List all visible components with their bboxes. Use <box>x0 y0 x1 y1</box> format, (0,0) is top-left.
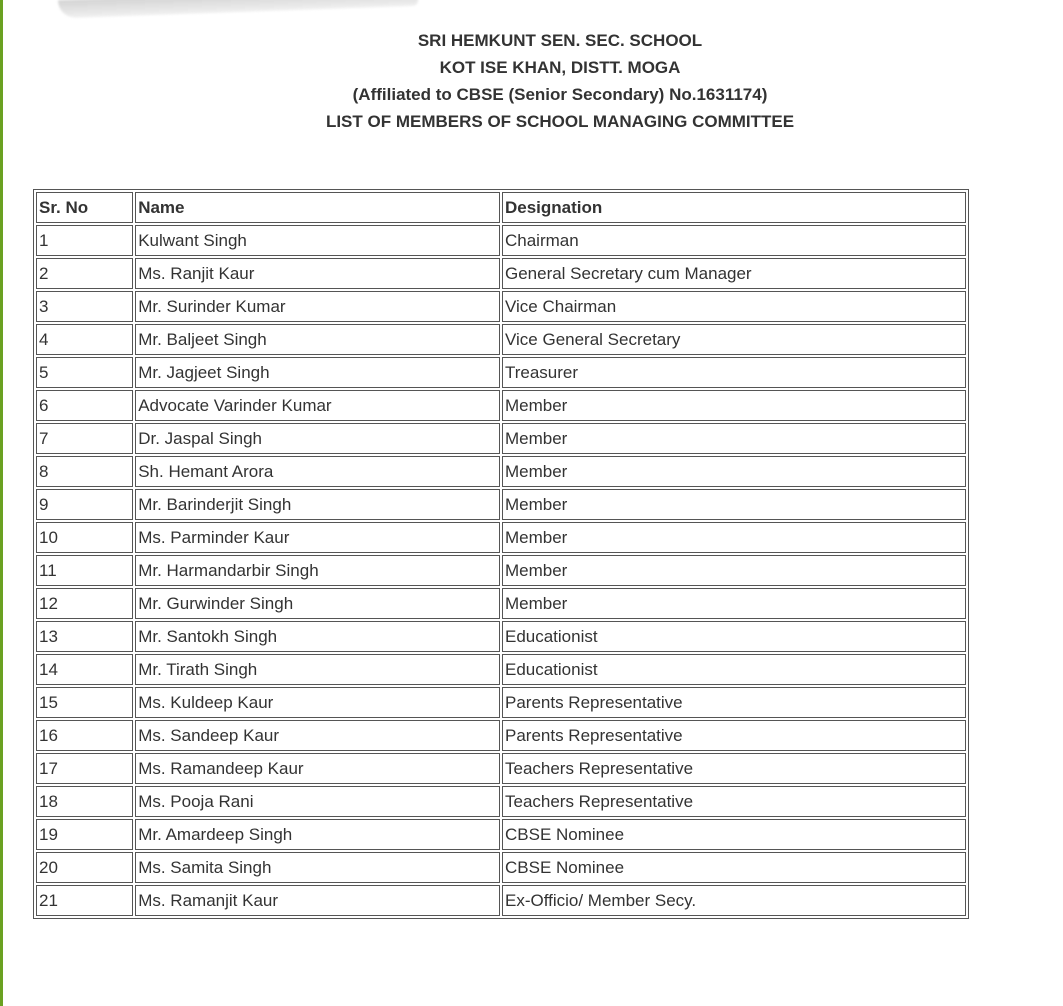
table-row <box>36 654 966 685</box>
committee-table <box>33 189 969 919</box>
cell-sr-no: 18 <box>36 786 133 817</box>
cell-designation: Member <box>502 522 966 553</box>
table-row <box>36 852 966 883</box>
table-row <box>36 522 966 553</box>
table-row <box>36 687 966 718</box>
cell-sr-no: 2 <box>36 258 133 289</box>
table-row <box>36 588 966 619</box>
cell-designation: Member <box>502 390 966 421</box>
document-header <box>0 27 1063 135</box>
column-header-name: Name <box>135 192 500 223</box>
cell-designation: General Secretary cum Manager <box>502 258 966 289</box>
cell-name: Mr. Tirath Singh <box>135 654 500 685</box>
cell-name: Ms. Samita Singh <box>135 852 500 883</box>
cell-designation: Vice General Secretary <box>502 324 966 355</box>
cell-name: Mr. Harmandarbir Singh <box>135 555 500 586</box>
cell-designation: Parents Representative <box>502 687 966 718</box>
column-header-sr-no: Sr. No <box>36 192 133 223</box>
table-row <box>36 357 966 388</box>
table-row <box>36 885 966 916</box>
cell-designation: Teachers Representative <box>502 786 966 817</box>
school-affiliation: (Affiliated to CBSE (Senior Secondary) No.1631174) <box>352 85 768 104</box>
page-top-shadow <box>58 0 418 18</box>
cell-designation: Teachers Representative <box>502 753 966 784</box>
table-row <box>36 555 966 586</box>
table-row <box>36 456 966 487</box>
cell-designation: Vice Chairman <box>502 291 966 322</box>
table-row <box>36 753 966 784</box>
cell-sr-no: 17 <box>36 753 133 784</box>
cell-sr-no: 9 <box>36 489 133 520</box>
cell-name: Ms. Ramandeep Kaur <box>135 753 500 784</box>
cell-sr-no: 20 <box>36 852 133 883</box>
cell-sr-no: 11 <box>36 555 133 586</box>
cell-name: Ms. Pooja Rani <box>135 786 500 817</box>
cell-name: Ms. Parminder Kaur <box>135 522 500 553</box>
cell-sr-no: 3 <box>36 291 133 322</box>
table-row <box>36 786 966 817</box>
committee-table-body <box>36 192 966 916</box>
cell-designation: Treasurer <box>502 357 966 388</box>
cell-designation: Chairman <box>502 225 966 256</box>
cell-name: Kulwant Singh <box>135 225 500 256</box>
cell-designation: Educationist <box>502 621 966 652</box>
cell-designation: Parents Representative <box>502 720 966 751</box>
cell-sr-no: 14 <box>36 654 133 685</box>
cell-designation: Member <box>502 489 966 520</box>
cell-designation: Educationist <box>502 654 966 685</box>
cell-sr-no: 16 <box>36 720 133 751</box>
cell-sr-no: 21 <box>36 885 133 916</box>
cell-sr-no: 13 <box>36 621 133 652</box>
cell-designation: Member <box>502 555 966 586</box>
table-row <box>36 324 966 355</box>
table-row <box>36 720 966 751</box>
table-row <box>36 819 966 850</box>
cell-sr-no: 12 <box>36 588 133 619</box>
cell-sr-no: 5 <box>36 357 133 388</box>
cell-name: Advocate Varinder Kumar <box>135 390 500 421</box>
table-row <box>36 225 966 256</box>
table-header-row <box>36 192 966 223</box>
cell-designation: Member <box>502 456 966 487</box>
cell-name: Mr. Amardeep Singh <box>135 819 500 850</box>
cell-designation: Member <box>502 588 966 619</box>
column-header-designation: Designation <box>502 192 966 223</box>
cell-name: Mr. Baljeet Singh <box>135 324 500 355</box>
table-row <box>36 390 966 421</box>
cell-designation: CBSE Nominee <box>502 852 966 883</box>
cell-name: Dr. Jaspal Singh <box>135 423 500 454</box>
cell-sr-no: 1 <box>36 225 133 256</box>
list-title: LIST OF MEMBERS OF SCHOOL MANAGING COMMITTEE <box>325 112 795 131</box>
cell-name: Mr. Santokh Singh <box>135 621 500 652</box>
cell-name: Ms. Ramanjit Kaur <box>135 885 500 916</box>
cell-sr-no: 10 <box>36 522 133 553</box>
school-name: SRI HEMKUNT SEN. SEC. SCHOOL <box>417 31 703 50</box>
table-row <box>36 621 966 652</box>
cell-sr-no: 4 <box>36 324 133 355</box>
cell-name: Mr. Jagjeet Singh <box>135 357 500 388</box>
cell-name: Mr. Surinder Kumar <box>135 291 500 322</box>
cell-sr-no: 19 <box>36 819 133 850</box>
school-location: KOT ISE KHAN, DISTT. MOGA <box>439 58 681 77</box>
cell-designation: Ex-Officio/ Member Secy. <box>502 885 966 916</box>
cell-name: Sh. Hemant Arora <box>135 456 500 487</box>
table-row <box>36 258 966 289</box>
cell-designation: CBSE Nominee <box>502 819 966 850</box>
cell-name: Ms. Ranjit Kaur <box>135 258 500 289</box>
cell-designation: Member <box>502 423 966 454</box>
cell-name: Ms. Sandeep Kaur <box>135 720 500 751</box>
cell-name: Ms. Kuldeep Kaur <box>135 687 500 718</box>
cell-sr-no: 7 <box>36 423 133 454</box>
table-row <box>36 291 966 322</box>
cell-name: Mr. Gurwinder Singh <box>135 588 500 619</box>
page-left-edge <box>0 0 3 1006</box>
cell-sr-no: 15 <box>36 687 133 718</box>
cell-name: Mr. Barinderjit Singh <box>135 489 500 520</box>
cell-sr-no: 8 <box>36 456 133 487</box>
table-row <box>36 489 966 520</box>
cell-sr-no: 6 <box>36 390 133 421</box>
table-row <box>36 423 966 454</box>
